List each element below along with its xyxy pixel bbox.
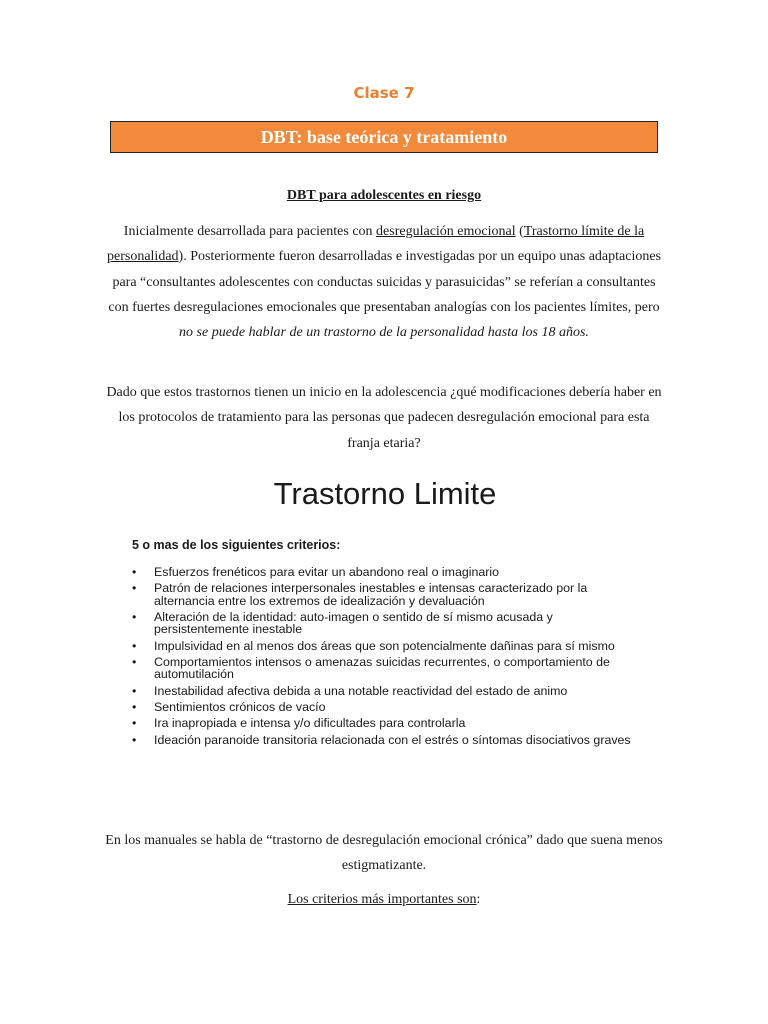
intro-text-2: ( <box>515 224 524 239</box>
criteria-item: • Patrón de relaciones interpersonales inestables e intensas caracterizado por la alternancia entre los extremos de idealización y devaluación <box>132 581 588 608</box>
bullet-icon: • <box>132 609 137 624</box>
intro-text-3: ). Posteriormente fueron desarrolladas e investigadas por un equipo unas adaptaciones para “consultantes adolescentes con conductas suicidas y parasuicidas” se referían a consultantes con fuertes desregulaciones emocionales que presentaban analogías con los pacientes límites, pero <box>108 249 661 315</box>
figure-subtitle: 5 o mas de los siguientes criterios: <box>132 538 341 552</box>
intro-text-1: Inicialmente desarrollada para pacientes con <box>123 224 377 239</box>
bullet-icon: • <box>132 732 137 747</box>
criteria-item: • Impulsividad en al menos dos áreas que son potencialmente dañinas para sí mismo <box>132 638 615 653</box>
criteria-item: • Sentimientos crónicos de vacío <box>132 699 326 714</box>
bullet-icon: • <box>132 638 137 653</box>
paragraph-manuals: En los manuales se habla de “trastorno de desregulación emocional crónica” dado que suena menos estigmatizante. <box>105 833 663 874</box>
title-banner <box>110 121 658 153</box>
figure-title: Trastorno Limite <box>273 476 497 511</box>
bullet-icon: • <box>132 699 137 714</box>
criteria-item: • Ideación paranoide transitoria relacionada con el estrés o síntomas disociativos graves <box>132 732 631 747</box>
criteria-item: • Inestabilidad afectiva debida a una notable reactividad del estado de animo <box>132 683 568 698</box>
criteria-intro-underlined: Los criterios más importantes son <box>287 892 477 907</box>
criteria-item: • Esfuerzos frenéticos para evitar un abandono real o imaginario <box>132 565 500 579</box>
bullet-icon: • <box>132 565 137 579</box>
criteria-list <box>132 566 642 750</box>
criteria-figure <box>120 470 650 790</box>
criteria-item: • Alteración de la identidad: auto-imagen o sentido de sí mismo acusada y persistentemente inestable <box>132 609 553 637</box>
paragraph-criteria-intro <box>105 887 663 912</box>
intro-italic: no se puede hablar de un trastorno de la personalidad hasta los 18 años. <box>179 325 589 341</box>
link-desregulacion: desregulación emocional <box>376 224 516 239</box>
paragraph-intro <box>105 219 663 345</box>
banner-title: DBT: base teórica y tratamiento <box>260 126 508 147</box>
criteria-intro-colon: : <box>476 892 481 907</box>
criteria-item: • Comportamientos intensos o amenazas suicidas recurrentes, o comportamiento de automutilación <box>132 654 610 682</box>
class-number-heading: Clase 7 <box>353 84 415 102</box>
section-title: DBT para adolescentes en riesgo <box>286 188 482 203</box>
bullet-icon: • <box>132 716 137 731</box>
link-trastorno-limite: Trastorno límite de la personalidad <box>107 224 645 265</box>
paragraph-question: Dado que estos trastornos tienen un inicio en la adolescencia ¿qué modificaciones debería haber en los protocolos de tratamiento para las personas que padecen desregulación emocional para esta franja etaria? <box>106 385 662 451</box>
bullet-icon: • <box>132 683 137 698</box>
bullet-icon: • <box>132 581 137 596</box>
criteria-item: • Ira inapropiada e intensa y/o dificultades para controlarla <box>132 716 466 731</box>
bullet-icon: • <box>132 654 137 669</box>
